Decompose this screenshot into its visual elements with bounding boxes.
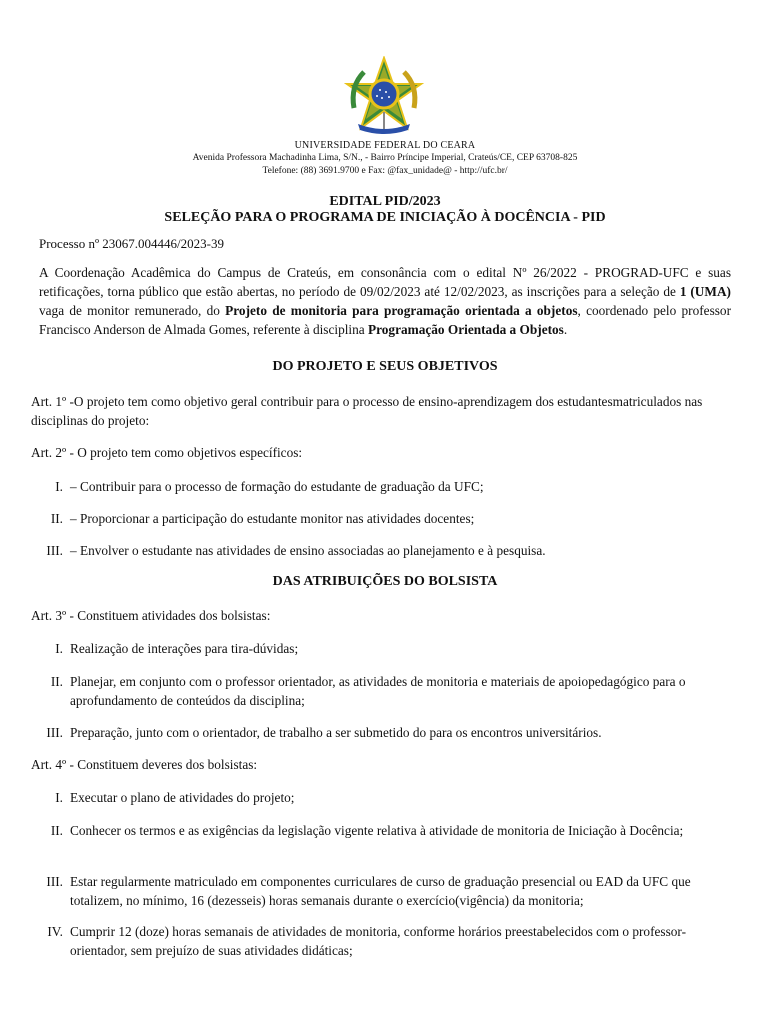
institution-address: Avenida Professora Machadinha Lima, S/N., - Bairro Príncipe Imperial, Crateús/CE, CEP 63708-825 <box>192 153 578 163</box>
art-2-paragraph: Art. 2º - O projeto tem como objetivos específicos: <box>31 445 303 460</box>
processo-number: Processo nº 23067.004446/2023-39 <box>39 236 224 251</box>
brasao-coat-of-arms-icon <box>344 56 424 136</box>
art-4-paragraph: Art. 4º - Constituem deveres dos bolsistas: <box>31 757 258 772</box>
section-heading-projeto: DO PROJETO E SEUS OBJETIVOS <box>272 359 498 374</box>
document-page: UNIVERSIDADE FEDERAL DO CEARA Avenida Professora Machadinha Lima, S/N., - Bairro Príncipe Imperial, Crateús/CE, CEP 63708-825 Telefone: (88) 3691.9700 e Fax: @fax_unidade@ - http://ufc.br/ EDITAL PID/2023 SELEÇÃO PARA O PROGRAMA DE INICIAÇÃO À DOCÊNCIA - PID Processo nº 23067.004446/2023-39 A Coordenação Acadêmica do Campus de Crateús, em consonância com o edital Nº 26/2022 - PROGRAD-UFC e suas retificações, torna público que estão abertas, no período de 09/02/2023 até 12/02/2023, as inscrições para a seleção de 1 (UMA) vaga de monitor remunerado, do Projeto de monitoria para programação orientada a objetos, coordenado pelo professor Francisco Anderson de Almada Gomes, referente à disciplina Programação Orientada a Objetos. DO PROJETO E SEUS OBJETIVOS Art. 1º -O projeto tem como objetivo geral contribuir para o processo de ensino-aprendizagem dos estudantesmatriculados nas disciplinas do projeto: Art. 2º - O projeto tem como objetivos específicos: I. – Contribuir para o processo de formação do estudante de graduação da UFC; II. – Proporcionar a participação do estudante monitor nas atividades docentes; III. – Envolver o estudante nas atividades de ensino associadas ao planejamento e à pesquisa. DAS ATRIBUIÇÕES DO BOLSISTA Art. 3º - Constituem atividades dos bolsistas: I. Realização de interações para tira-dúvidas; II. Planejar, em conjunto com o professor orientador, as atividades de monitoria e materiais de apoiopedagógico para o aprofundamento de conteúdos da disciplina; III. Preparação, junto com o orientador, de trabalho a ser submetido do para os encontros universitários. Art. 4º - Constituem deveres dos bolsistas: I. Executar o plano de atividades do projeto; II. Conhecer os termos e as exigências da legislação vigente relativa à atividade de monitoria de Iniciação à Docência; III. Estar regularmente matriculado em componentes curriculares de curso de graduação presencial ou EAD da UFC que totalizem, no mínimo, 16 (dezesseis) horas semanais durante o exercício(vigência) da monitoria; IV. Cumprir 12 (doze) horas semanais de atividades de monitoria, conforme horários preestabelecidos com o professor-orientador, sem prejuízo de suas atividades didáticas; <box>0 0 770 1024</box>
institution-name: UNIVERSIDADE FEDERAL DO CEARA <box>294 140 476 151</box>
section-heading-atribuicoes: DAS ATRIBUIÇÕES DO BOLSISTA <box>272 574 498 589</box>
art-3-paragraph: Art. 3º - Constituem atividades dos bolsistas: <box>31 608 271 623</box>
institution-contact: Telefone: (88) 3691.9700 e Fax: @fax_unidade@ - http://ufc.br/ <box>262 166 508 176</box>
edital-subtitle: SELEÇÃO PARA O PROGRAMA DE INICIAÇÃO À DOCÊNCIA - PID <box>164 210 606 225</box>
art-1-paragraph: Art. 1º -O projeto tem como objetivo geral contribuir para o processo de ensino-aprendizagem dos estudantesmatriculados nas disciplinas do projeto: <box>31 394 703 428</box>
edital-title: EDITAL PID/2023 <box>329 194 441 209</box>
intro-paragraph: A Coordenação Acadêmica do Campus de Crateús, em consonância com o edital Nº 26/2022 - PROGRAD-UFC e suas retificações, torna público que estão abertas, no período de 09/02/2023 até 12/02/2023, as inscrições para a seleção de 1 (UMA) vaga de monitor remunerado, do Projeto de monitoria para programação orientada a objetos, coordenado pelo professor Francisco Anderson de Almada Gomes, referente à disciplina Programação Orientada a Objetos. <box>39 265 732 337</box>
